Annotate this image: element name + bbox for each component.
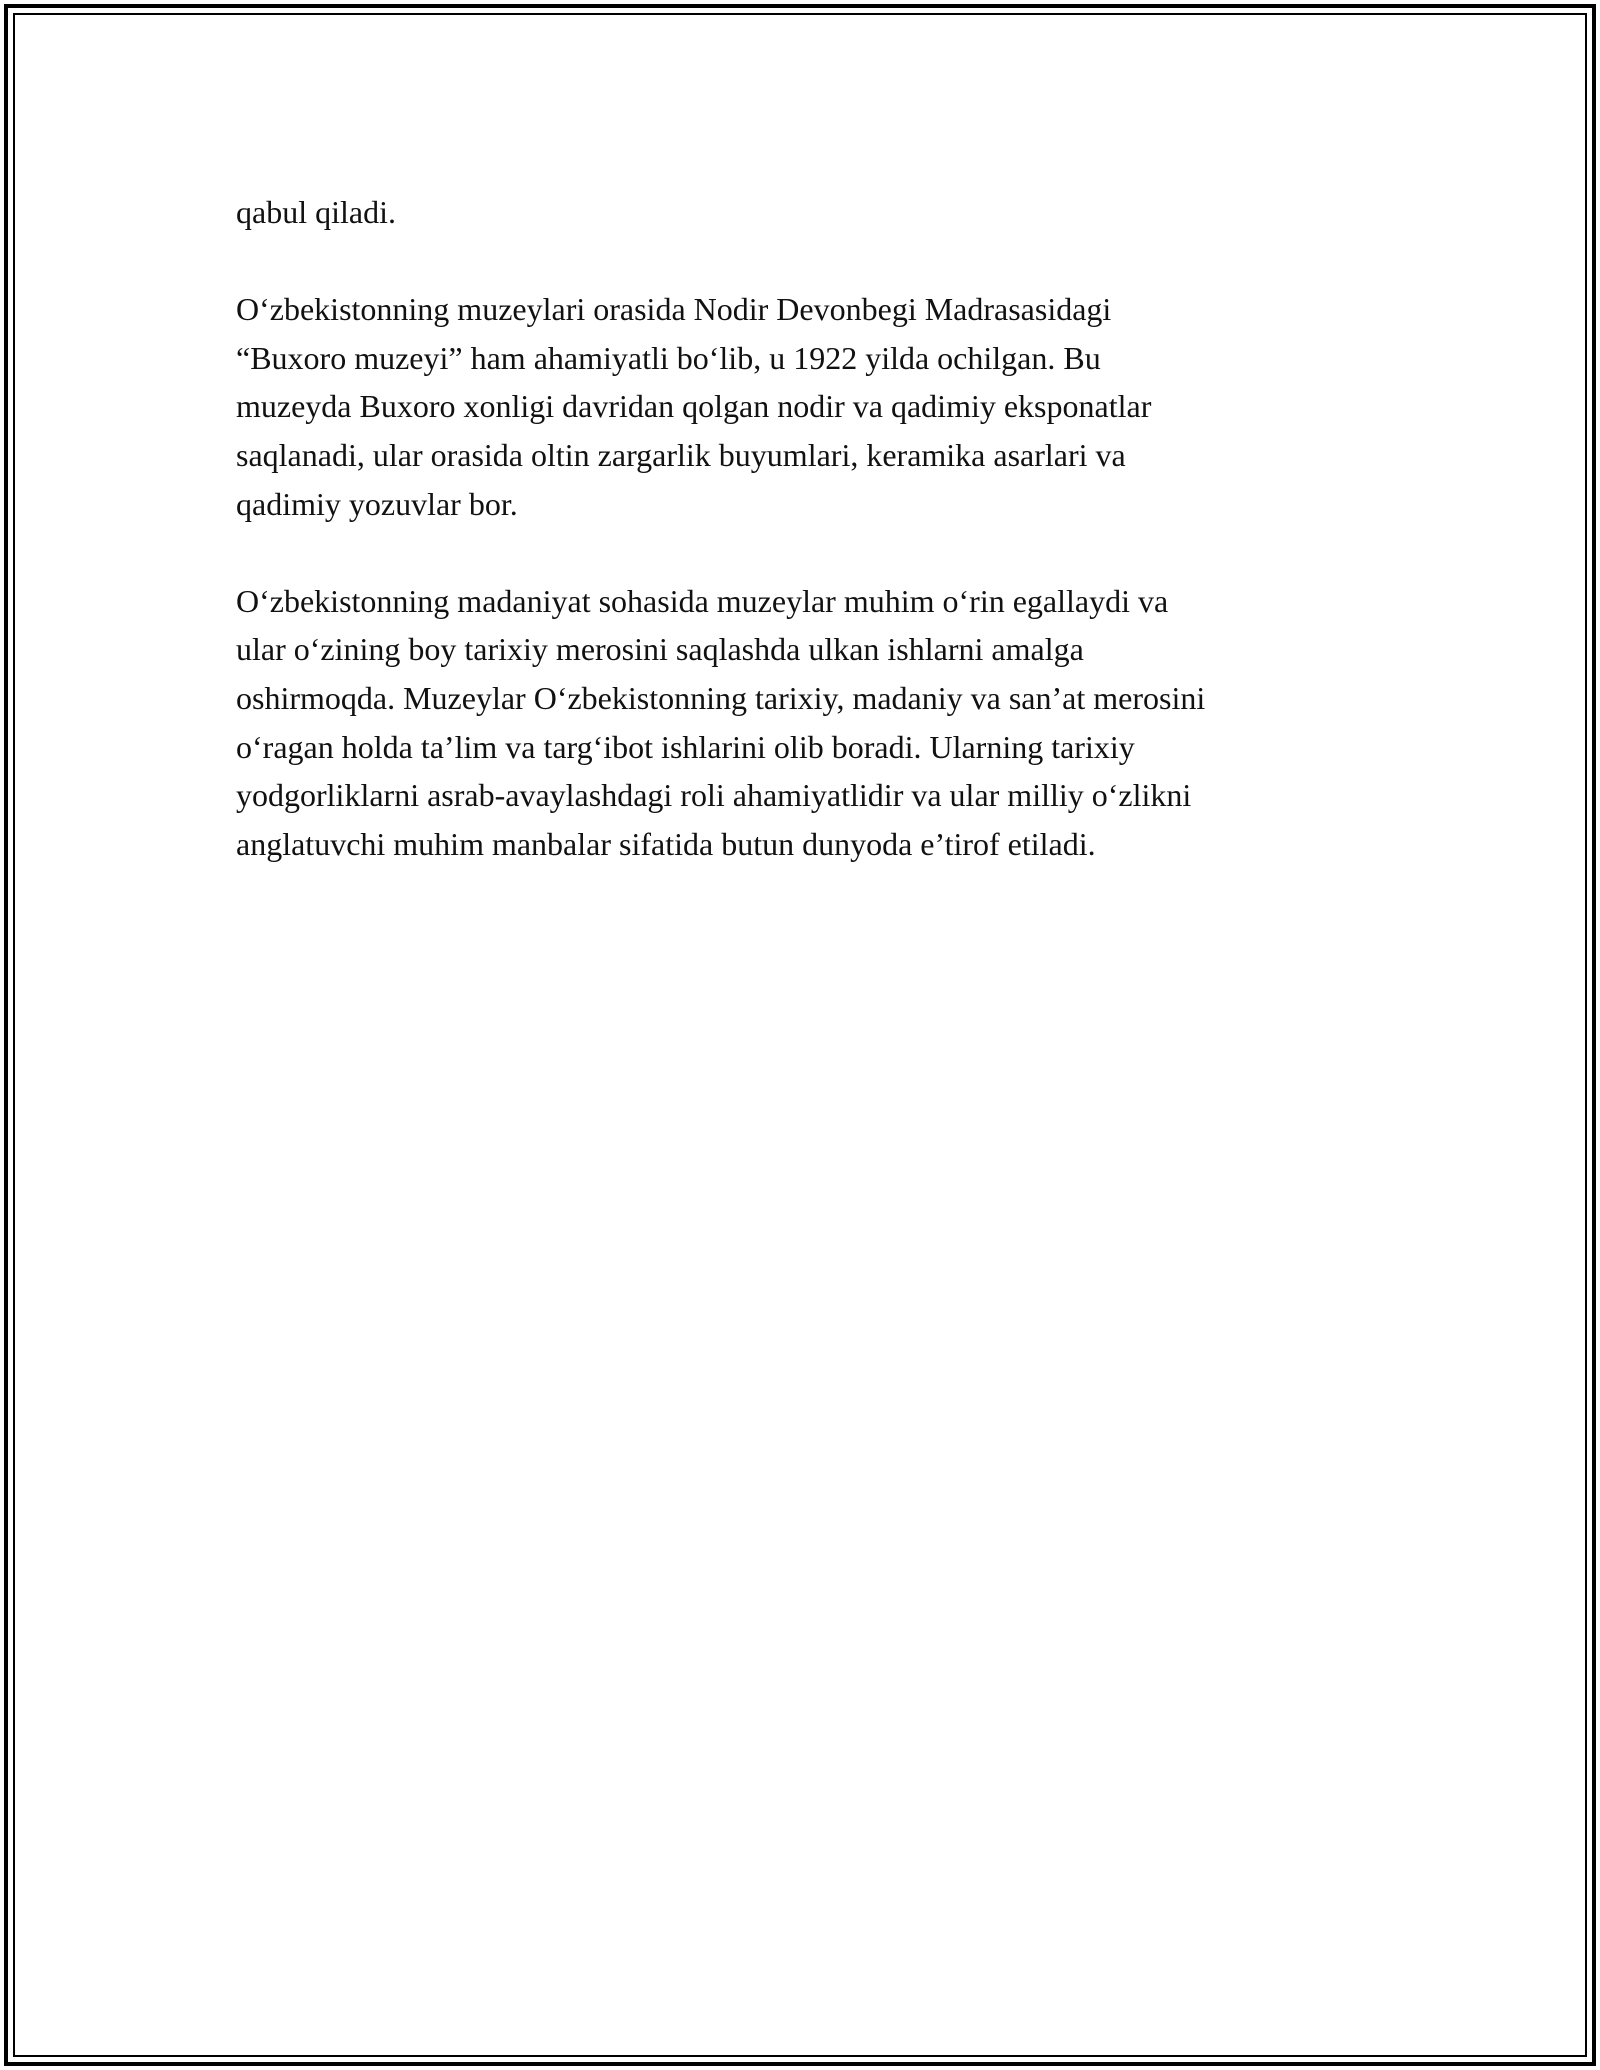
text-line: saqlanadi, ular orasida oltin zargarlik buyumlari, keramika asarlari va	[236, 436, 1126, 473]
text-line: “Buxoro muzeyi” ham ahamiyatli bo‘lib, u 1922 yilda ochilgan. Bu	[236, 339, 1101, 376]
paragraph-continuation	[236, 188, 1376, 237]
text-line: yodgorliklarni asrab-avaylashdagi roli ahamiyatlidir va ular milliy o‘zlikni	[236, 777, 1192, 814]
text-line: muzeyda Buxoro xonligi davridan qolgan nodir va qadimiy eksponatlar	[236, 388, 1152, 425]
text-line: qabul qiladi.	[236, 194, 396, 230]
text-line: ular o‘zining boy tarixiy merosini saqlashda ulkan ishlarni amalga	[236, 631, 1084, 668]
text-line: qadimiy yozuvlar bor.	[236, 485, 518, 522]
paragraph-museum-role	[236, 577, 1376, 869]
document-body	[236, 188, 1376, 917]
text-line: oshirmoqda. Muzeylar O‘zbekistonning tarixiy, madaniy va san’at merosini	[236, 679, 1206, 716]
text-line: anglatuvchi muhim manbalar sifatida butun dunyoda e’tirof etiladi.	[236, 825, 1096, 862]
text-line: o‘ragan holda ta’lim va targ‘ibot ishlarini olib boradi. Ularning tarixiy	[236, 728, 1135, 765]
text-line: O‘zbekistonning madaniyat sohasida muzeylar muhim o‘rin egallaydi va	[236, 582, 1169, 619]
text-line: O‘zbekistonning muzeylari orasida Nodir Devonbegi Madrasasidagi	[236, 291, 1112, 328]
paragraph-bukhara-museum	[236, 285, 1376, 528]
